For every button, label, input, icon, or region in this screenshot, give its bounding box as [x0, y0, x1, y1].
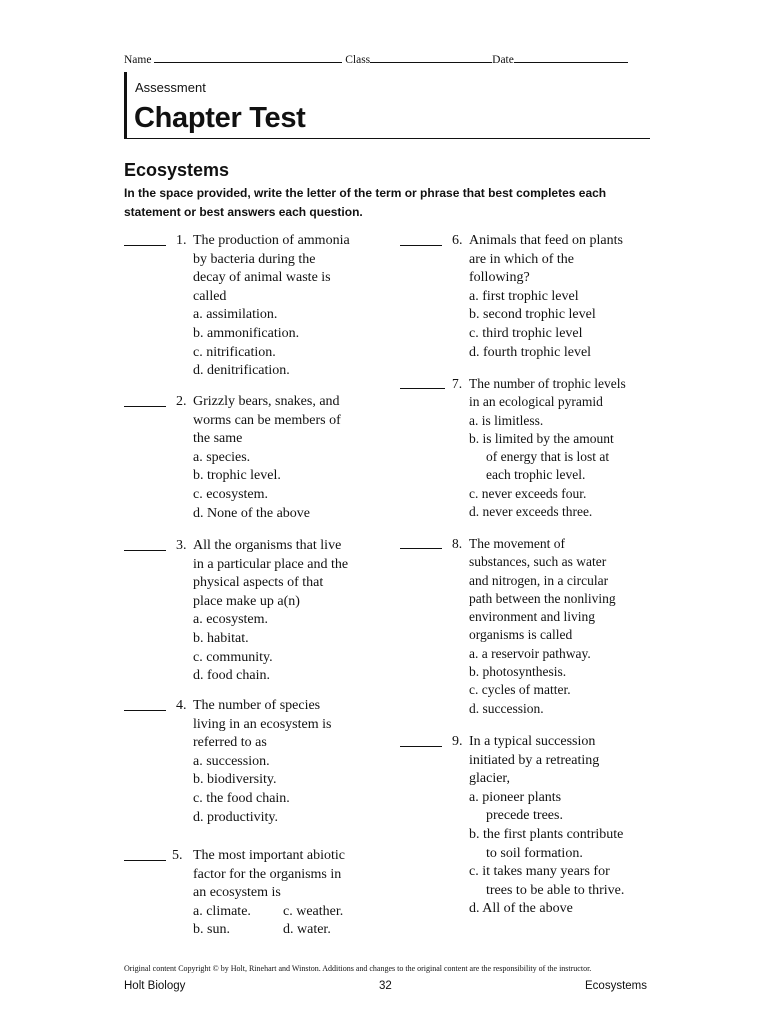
option-a: a. climate.: [193, 903, 251, 919]
option-d: d. fourth trophic level: [469, 344, 592, 360]
copyright-notice: Original content Copyright © by Holt, Rinehart and Winston. Additions and changes to the original content are the responsibility of the instructor.: [124, 964, 592, 973]
question-number: 5.: [172, 848, 183, 863]
instructions: In the space provided, write the letter of the term or phrase that best completes each statement or best answers each question.: [124, 186, 607, 219]
assessment-label: Assessment: [135, 80, 206, 95]
page-number: 32: [379, 980, 392, 992]
name-field[interactable]: [154, 52, 342, 63]
option-a: a. assimilation.: [193, 307, 278, 323]
date-label: Date: [492, 54, 514, 66]
option-c: c. ecosystem.: [193, 486, 269, 502]
question-number: 4.: [176, 698, 187, 713]
option-b: b. sun.: [193, 922, 230, 938]
question-stem: In a typical succession initiated by a retreating glacier, a. pioneer plants precede trees. b. the first plants contribute to soil formation. c. it takes many years for trees to be able to thrive. d. All of the above: [469, 733, 624, 919]
option-a: a. first trophic level: [469, 288, 579, 304]
option-a: a. succession.: [193, 753, 270, 769]
option-b: b. ammonification.: [193, 325, 300, 341]
option-c: c. never exceeds four.: [469, 485, 587, 501]
option-a: a. a reservoir pathway.: [469, 645, 591, 661]
footer-chapter-name: Ecosystems: [585, 980, 647, 992]
option-c: c. nitrification.: [193, 344, 276, 360]
question-number: 9.: [452, 734, 463, 749]
option-b: b. trophic level.: [193, 468, 281, 484]
option-d: d. never exceeds three.: [469, 504, 593, 520]
option-c: c. cycles of matter.: [469, 682, 571, 698]
option-b: b. the first plants contribute: [469, 826, 624, 842]
option-a: a. pioneer plants: [469, 789, 562, 805]
option-d: d. All of the above: [469, 901, 573, 917]
option-b: b. biodiversity.: [193, 772, 277, 788]
option-c: c. community.: [193, 649, 273, 665]
name-label: Name: [124, 54, 152, 66]
question-number: 3.: [176, 538, 187, 553]
option-b: b. second trophic level: [469, 307, 596, 323]
question-stem: The most important abiotic factor for the organisms in an ecosystem is a. climate. c. weather. b. sun. d. water.: [193, 847, 345, 940]
page-title: Chapter Test: [134, 102, 306, 134]
student-info-line: [124, 52, 628, 66]
question-stem: The movement of substances, such as water and nitrogen, in a circular path between the nonliving environment and living organisms is called a. a reservoir pathway. b. photosynthesis. c. cycles of matter. d. succession.: [469, 535, 616, 718]
option-a: a. ecosystem.: [193, 612, 269, 628]
question-stem: Animals that feed on plants are in which of the following? a. first trophic level b. second trophic level c. third trophic level d. fourth trophic level: [469, 232, 623, 362]
option-d: d. food chain.: [193, 668, 270, 684]
option-c: c. the food chain.: [193, 790, 290, 806]
class-label: Class: [345, 54, 371, 66]
question-stem: Grizzly bears, snakes, and worms can be members of the same a. species. b. trophic level. c. ecosystem. d. None of the above: [193, 393, 341, 523]
class-field[interactable]: [370, 52, 492, 63]
question-number: 6.: [452, 233, 463, 248]
date-field[interactable]: [514, 52, 628, 63]
question-number: 1.: [176, 233, 187, 248]
question-stem: The production of ammonia by bacteria during the decay of animal waste is called a. assimilation. b. ammonification. c. nitrification. d. denitrification.: [193, 232, 350, 381]
option-d: d. denitrification.: [193, 363, 290, 379]
option-a: a. species.: [193, 449, 251, 465]
option-d: d. water.: [283, 922, 331, 938]
option-b: b. photosynthesis.: [469, 664, 567, 680]
option-c: c. weather.: [283, 903, 344, 919]
option-b: b. is limited by the amount: [469, 430, 614, 446]
question-number: 8.: [452, 536, 463, 551]
option-c: c. it takes many years for: [469, 864, 610, 880]
option-d: d. succession.: [469, 700, 544, 716]
footer-book-title: Holt Biology: [124, 980, 186, 992]
option-c: c. third trophic level: [469, 325, 583, 341]
option-b: b. habitat.: [193, 630, 249, 646]
question-stem: The number of species living in an ecosystem is referred to as a. succession. b. biodiversity. c. the food chain. d. productivity.: [193, 697, 331, 827]
question-stem: The number of trophic levels in an ecological pyramid a. is limitless. b. is limited by the amount of energy that is lost at each trophic level. c. never exceeds four. d. never exceeds three.: [469, 375, 626, 521]
section-title: Ecosystems: [124, 160, 230, 180]
question-number: 2.: [176, 394, 187, 409]
option-a: a. is limitless.: [469, 412, 544, 428]
question-number: 7.: [452, 376, 463, 391]
option-d: d. None of the above: [193, 505, 311, 521]
question-stem: All the organisms that live in a particular place and the physical aspects of that place make up a(n) a. ecosystem. b. habitat. c. community. d. food chain.: [193, 537, 348, 686]
option-d: d. productivity.: [193, 809, 279, 825]
